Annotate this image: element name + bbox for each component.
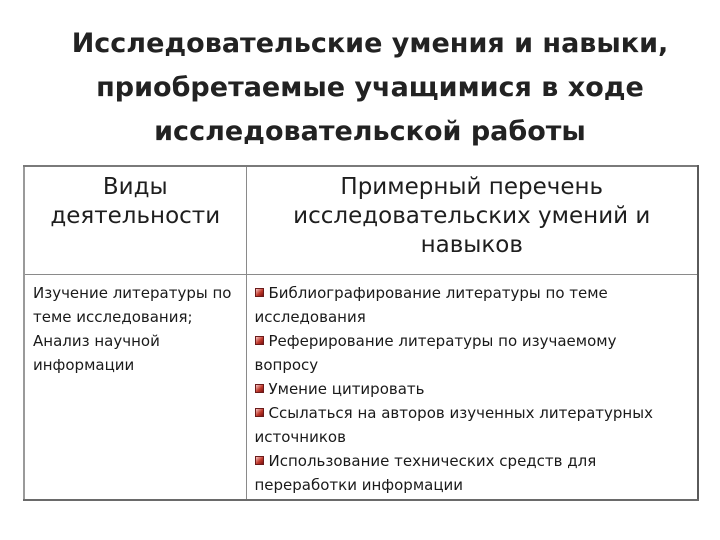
title-line: исследовательской работы bbox=[154, 116, 586, 147]
header-line: Примерный перечень bbox=[340, 174, 604, 200]
table-header-row bbox=[24, 166, 698, 275]
activity-line: теме исследования; bbox=[33, 308, 193, 326]
activity-line: Изучение литературы по bbox=[33, 284, 232, 302]
skill-text: Ссылаться на авторов изученных литературных bbox=[268, 404, 653, 422]
page-title bbox=[30, 22, 710, 154]
skill-text: источников bbox=[254, 428, 346, 446]
skills-table bbox=[23, 165, 699, 501]
skill-text: Умение цитировать bbox=[268, 380, 425, 398]
table-row bbox=[24, 275, 698, 501]
skill-item bbox=[255, 329, 692, 377]
header-line: Виды bbox=[102, 174, 168, 200]
title-line: Исследовательские умения и навыки, bbox=[71, 28, 669, 59]
header-line: деятельности bbox=[50, 203, 221, 229]
square-bullet-icon bbox=[255, 336, 264, 345]
activity-line: информации bbox=[33, 356, 135, 374]
skill-item bbox=[255, 281, 692, 329]
activity-line: Анализ научной bbox=[33, 332, 160, 350]
skills-cell bbox=[246, 275, 698, 501]
skill-text: Библиографирование литературы по теме bbox=[268, 284, 608, 302]
header-skills-list bbox=[246, 166, 698, 275]
skill-text: исследования bbox=[254, 308, 366, 326]
skill-text: Использование технических средств для bbox=[268, 452, 597, 470]
skill-text: вопросу bbox=[254, 356, 319, 374]
header-activity-types bbox=[24, 166, 246, 275]
skill-item bbox=[255, 401, 692, 449]
skill-item bbox=[255, 377, 692, 401]
square-bullet-icon bbox=[255, 288, 264, 297]
square-bullet-icon bbox=[255, 456, 264, 465]
square-bullet-icon bbox=[255, 384, 264, 393]
skill-text: Реферирование литературы по изучаемому bbox=[268, 332, 617, 350]
title-line: приобретаемые учащимися в ходе bbox=[96, 72, 644, 103]
skill-item bbox=[255, 449, 692, 497]
activities-cell bbox=[24, 275, 246, 501]
square-bullet-icon bbox=[255, 408, 264, 417]
skill-text: переработки информации bbox=[254, 476, 464, 494]
header-line: исследовательских умений и bbox=[293, 203, 651, 229]
header-line: навыков bbox=[420, 232, 523, 258]
